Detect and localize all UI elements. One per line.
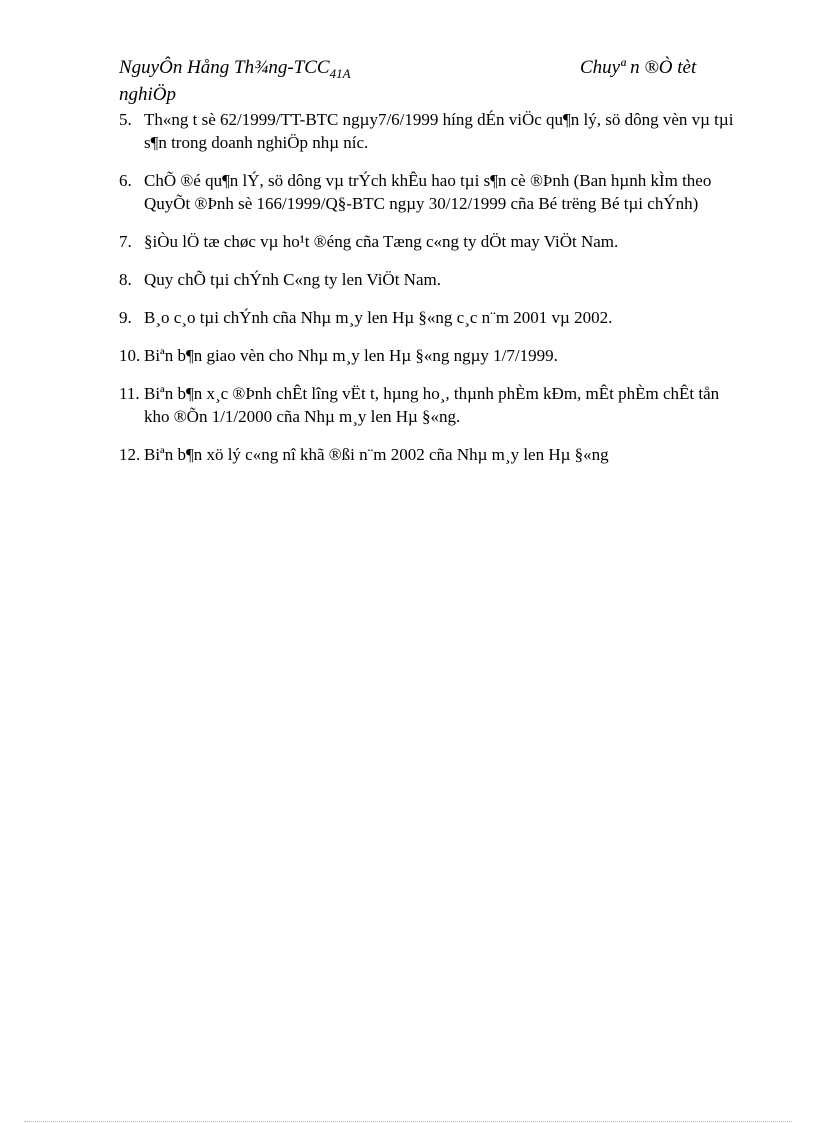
list-item-text: Biªn b¶n x¸c ®Þnh chÊt lîng vËt t, hµng ho¸, thµnh phÈm kÐm, mÊt phÈm chÊt tån kho ®Õn 1/1/2000 cña Nhµ m¸y len Hµ §«ng. [144,384,720,426]
header-author [119,56,351,86]
list-item-number: 5. [119,110,132,129]
header-author-name: NguyÔn Hång Th¾ng-TCC [119,57,330,78]
list-item [119,382,739,428]
header-title-continuation: nghiÖp [119,84,176,105]
list-item-text: Th«ng t sè 62/1999/TT-BTC ngµy7/6/1999 híng dÉn viÖc qu¶n lý, sö dông vèn vµ tµi s¶n trong doanh nghiÖp nhµ níc. [144,110,734,152]
list-item [119,344,739,367]
list-item-text: Biªn b¶n xö lý c«ng nî khã ®ßi n¨m 2002 cña Nhµ m¸y len Hµ §«ng [144,445,609,464]
list-item [119,169,739,215]
reference-list [119,108,739,481]
header-class-subscript: 41A [329,66,351,81]
list-item-text: Quy chÕ tµi chÝnh C«ng ty len ViÖt Nam. [144,270,441,289]
page-bottom-divider [24,1121,792,1122]
list-item [119,306,739,329]
list-item-number: 8. [119,270,132,289]
list-item-text: ChÕ ®é qu¶n lÝ, sö dông vµ trÝch khÊu hao tµi s¶n cè ®Þnh (Ban hµnh kÌm theo QuyÕt ®Þnh sè 166/1999/Q§-BTC ngµy 30/12/1999 cña Bé trëng Bé tµi chÝnh) [144,171,712,213]
header-title: Chuyª n ®Ò tèt [580,57,697,78]
list-item [119,268,739,291]
list-item-text: B¸o c¸o tµi chÝnh cña Nhµ m¸y len Hµ §«ng c¸c n¨m 2001 vµ 2002. [144,308,613,327]
list-item-text: §iÒu lÖ tæ chøc vµ ho¹t ®éng cña Tæng c«ng ty dÖt may ViÖt Nam. [144,232,619,251]
list-item-number: 9. [119,308,132,327]
list-item [119,443,739,466]
list-item-number: 12. [119,445,141,464]
list-item [119,230,739,253]
list-item-text: Biªn b¶n giao vèn cho Nhµ m¸y len Hµ §«ng ngµy 1/7/1999. [144,346,558,365]
list-item-number: 11. [119,384,140,403]
list-item-number: 7. [119,232,132,251]
list-item-number: 10. [119,346,141,365]
list-item [119,108,739,154]
list-item-number: 6. [119,171,132,190]
